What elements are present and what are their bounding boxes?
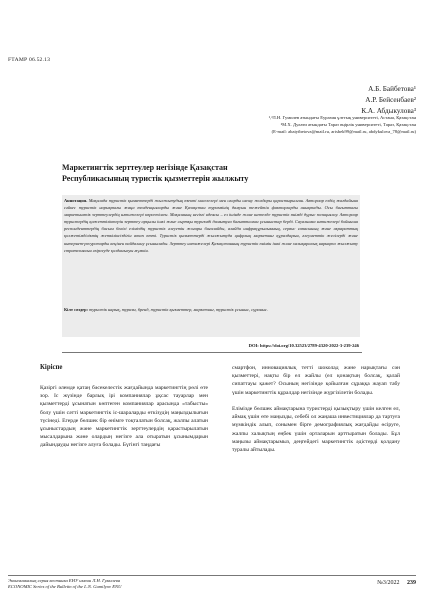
title-line: Маркетингтік зерттеулер негізінде Қазақстан [62, 163, 228, 172]
footer-issue [377, 580, 416, 586]
keywords-label: Кілт сөздер: [64, 307, 89, 312]
journal-name-kz: Экономикалық серия вестника ЕНУ имени Л.Н. Гумилева [8, 578, 121, 583]
affiliation-line: ²М.Х. Дулати атындағы Тараз өңірлік университеті, Тараз, Қазақстан [280, 122, 416, 127]
authors-block [361, 84, 416, 117]
affiliations-block [269, 114, 416, 135]
abstract-text: Мақалада туристік қызметтерді жылжытудың өзекті мәселелері мен оларды шешу жолдары қарастырылған. Авторлар елдің жағдайына сәйкес туристік нарықтағы жаңа тенденцияларды және Қазақстан туризмінің дамуын тежейтін факторларды анықтады. Осы бағыттағы маркетингтік зерттеулердің нәтижелері көрсетілген. Мақаланың негізгі идеясы – ел ішінде және шетелде туристік өнімді дұрыс позициялау. Авторлар туристердің қажеттіліктерін зерттеу арқылы ішкі және сыртқы туризмді дамытуға бағытталған ұсыныстар берді. Сауалнама нәтижелері бойынша респонденттердің басым бөлігі еліміздің туристік әлеуетін жоғары бағалайды, алайда инфрақұрылымның, сервис сапасының және ақпараттық қолжетімділіктің жеткіліксіздігін атап өтті. Туристік қызметтерді жылжытуда цифрлық маркетинг құралдарын, әлеуметтік желілерді және интернет-ресурстарды кеңінен пайдалану ұсынылады. Зерттеу нәтижелері Қазақстанның туристік өнімін ішкі және халықаралық нарықта жылжыту стратегиясын әзірлеуде қолданылуы мүмкін. [64, 198, 358, 253]
intro-heading: Кіріспе [40, 364, 63, 371]
article-title [62, 162, 248, 184]
affiliation-line: ¹,³Л.Н. Гумилев атындағы Еуразия ұлттық университеті, Астана, Қазақстан [268, 115, 416, 120]
author-name: А.Р. Бейсенбаев² [365, 96, 416, 104]
keywords-text: туристік нарық, туризм, бренд, туристік қызметтер, маркетинг, туристік ұсыныс, сұраныс. [89, 307, 268, 312]
footer-divider [8, 575, 416, 576]
body-column-left: Қазіргі әлемде қатаң бәсекелестік жағдайында маркетингтің рөлі өте зор. Іс жүзінде барлық ірі компаниялар ұқсас тауарлар мен қызметтерді ұсынатын көптеген компаниялар арасында «табысты» болу үшін сәтті маркетингтік іс-шараларды өткізудің маңыздылығын түсінеді. Егерде бөлшек бір өнімге тоқталатын болсақ, жалпы алатын ұсыныстардың және маркетингтік зерттеулердің қарастырылатын мысалдарына және олардың негізге ала отыратын ұсынымдарын дайындауды негізге алуға болады. Бүгінгі таңдағы [40, 385, 208, 449]
section-divider [62, 352, 362, 353]
grst-code: FТАМР 06.52.13 [8, 57, 51, 63]
affiliation-email: (E-mail: abaiytbetova@mail.ru, arisbek99@mail.ru, abdykulova_78@mail.ru) [271, 129, 416, 134]
keywords [64, 306, 358, 313]
abstract-label: Аннотация. [64, 198, 88, 203]
title-line: Республикасының туристік қызметтерін жылжыту [62, 174, 249, 183]
body-column-right: смартфон, инновациялық тетті шоколад және нарықтағы сән қызметтері, нақты бір ел жайлы (ел қонақтың болсақ, қалай сипаттауы қажет? Осының негізінде қойылған сұраққа жауап табу үшін маркетингтік құралдар негізінде жүргізілетін болады. Елімізде бөлшек аймақтарына туристерді қызықтыру үшін келген ел, аймақ үшін өте маңызды, себебі ол жаңаша инвестициялар да тартуға мүмкіндік алып, сонымен бірге демографиялық жағдайды өсіруге, жалпы халықтың еңбек үшін орталарын арттыратын болады. Бұл маңызы аймақтарымыз, деңгейдегі маркетингтік әдістерді қолдану туралы айтылады. [232, 365, 400, 454]
footer-journal [8, 578, 121, 591]
journal-name-en: ECONOMIC Series of the Bulletin of the L.N. Gumilyov ENU [8, 584, 122, 590]
abstract [64, 197, 358, 254]
issue-number: №3/2022 [377, 580, 400, 586]
author-name: К.А. Абдыкулова³ [361, 107, 416, 115]
page-number: 239 [407, 580, 416, 586]
doi-link[interactable]: DOI: https://doi.org/10.32523/2789-4320-2022-3-239-246 [248, 343, 359, 348]
author-name: А.Б. Байбетова¹ [368, 85, 416, 93]
